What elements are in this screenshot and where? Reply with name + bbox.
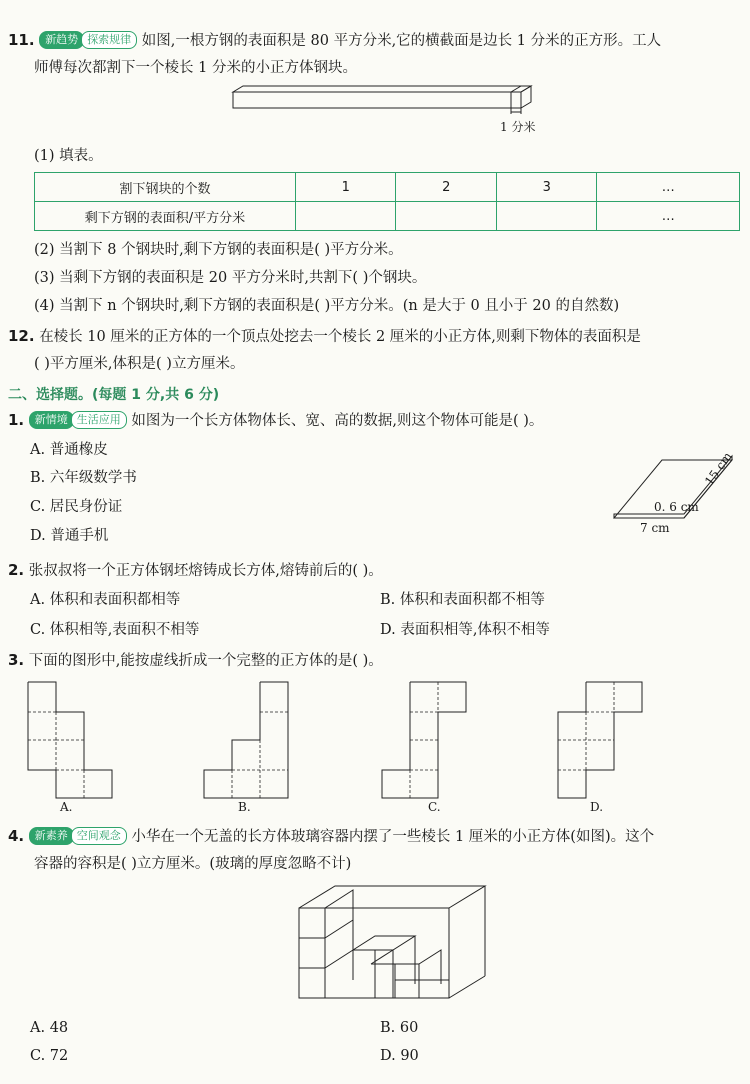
length-label: 7 cm (640, 521, 670, 535)
option-b[interactable]: B. 六年级数学书 (30, 470, 137, 486)
width-label: 15 cm (702, 449, 735, 489)
cube-net-a[interactable] (24, 680, 124, 800)
option-b[interactable]: B. 体积和表面积都不相等 (380, 592, 545, 608)
choice-2-stem (8, 560, 383, 581)
option-a[interactable]: A. 48 (30, 1020, 69, 1036)
cube-net-d[interactable] (554, 680, 654, 800)
option-d[interactable]: D. 90 (380, 1048, 419, 1064)
answer-cell[interactable] (296, 202, 396, 231)
option-c[interactable]: C. 体积相等,表面积不相等 (30, 622, 200, 638)
question-11-line1 (8, 30, 661, 51)
question-text: 如图为一个长方体物体长、宽、高的数据,则这个物体可能是( )。 (131, 413, 544, 429)
question-11-line2: 师傅每次都割下一个棱长 1 分米的小正方体钢块。 (34, 60, 357, 76)
choice-4-line2: 容器的容积是( )立方厘米。(玻璃的厚度忽略不计) (34, 856, 352, 872)
fill-table (34, 172, 740, 231)
question-number: 3. (8, 651, 25, 669)
answer-cell[interactable] (396, 202, 496, 231)
table-cell: … (597, 202, 740, 231)
table-cell: 2 (396, 173, 496, 202)
answer-cell[interactable] (496, 202, 596, 231)
height-label: 0. 6 cm (654, 500, 699, 514)
tag-new-context: 新情境 (29, 411, 74, 429)
sub-question-2: (2) 当割下 8 个钢块时,剩下方钢的表面积是( )平方分米。 (34, 242, 403, 258)
question-text: 在棱长 10 厘米的正方体的一个顶点处挖去一个棱长 2 厘米的小正方体,则剩下物体的表面积是 (39, 329, 641, 345)
label-b: B. (238, 800, 251, 814)
cube-net-b[interactable] (200, 680, 300, 800)
option-a[interactable]: A. 体积和表面积都相等 (30, 592, 181, 608)
choice-1-stem (8, 410, 543, 431)
question-text: 如图,一根方钢的表面积是 80 平方分米,它的横截面是边长 1 分米的正方形。工人 (141, 33, 662, 49)
glass-container-figure (295, 884, 495, 1004)
question-number: 12. (8, 327, 35, 345)
option-b[interactable]: B. 60 (380, 1020, 419, 1036)
sub-question-1: (1) 填表。 (34, 148, 103, 164)
option-a[interactable]: A. 普通橡皮 (30, 442, 108, 458)
table-cell: … (597, 173, 740, 202)
table-header-count: 割下钢块的个数 (35, 173, 296, 202)
option-d[interactable]: D. 普通手机 (30, 528, 109, 544)
question-12-line1 (8, 326, 641, 347)
sub-question-4: (4) 当割下 n 个钢块时,剩下方钢的表面积是( )平方分米。(n 是大于 0 且小于 20 的自然数) (34, 298, 620, 314)
question-12-line2: ( )平方厘米,体积是( )立方厘米。 (34, 356, 245, 372)
table-row (35, 202, 740, 231)
question-text: 小华在一个无盖的长方体玻璃容器内摆了一些棱长 1 厘米的小正方体(如图)。这个 (131, 829, 655, 845)
option-d[interactable]: D. 表面积相等,体积不相等 (380, 622, 550, 638)
question-number: 2. (8, 561, 25, 579)
tag-new-literacy: 新素养 (29, 827, 74, 845)
choice-3-stem (8, 650, 383, 671)
label-d: D. (590, 800, 604, 814)
unit-label: 1 分米 (500, 120, 536, 134)
tag-explore-pattern: 探索规律 (81, 31, 137, 49)
cube-net-c[interactable] (378, 680, 488, 800)
table-cell: 3 (496, 173, 596, 202)
label-c: C. (428, 800, 441, 814)
tag-spatial-concept: 空间观念 (71, 827, 127, 845)
table-row (35, 173, 740, 202)
question-number: 4. (8, 827, 25, 845)
question-number: 1. (8, 411, 25, 429)
tag-life-application: 生活应用 (71, 411, 127, 429)
label-a: A. (60, 800, 73, 814)
option-c[interactable]: C. 72 (30, 1048, 69, 1064)
sub-question-3: (3) 当剩下方钢的表面积是 20 平方分米时,共割下( )个钢块。 (34, 270, 427, 286)
table-header-area: 剩下方钢的表面积/平方分米 (35, 202, 296, 231)
option-c[interactable]: C. 居民身份证 (30, 499, 123, 515)
question-text: 下面的图形中,能按虚线折成一个完整的正方体的是( )。 (28, 653, 383, 669)
section-heading: 二、选择题。(每题 1 分,共 6 分) (8, 387, 220, 403)
question-number: 11. (8, 31, 35, 49)
tag-new-trend: 新趋势 (39, 31, 84, 49)
steel-bar-figure (225, 82, 545, 138)
table-cell: 1 (296, 173, 396, 202)
choice-4-line1 (8, 826, 654, 847)
question-text: 张叔叔将一个正方体钢坯熔铸成长方体,熔铸前后的( )。 (28, 563, 383, 579)
